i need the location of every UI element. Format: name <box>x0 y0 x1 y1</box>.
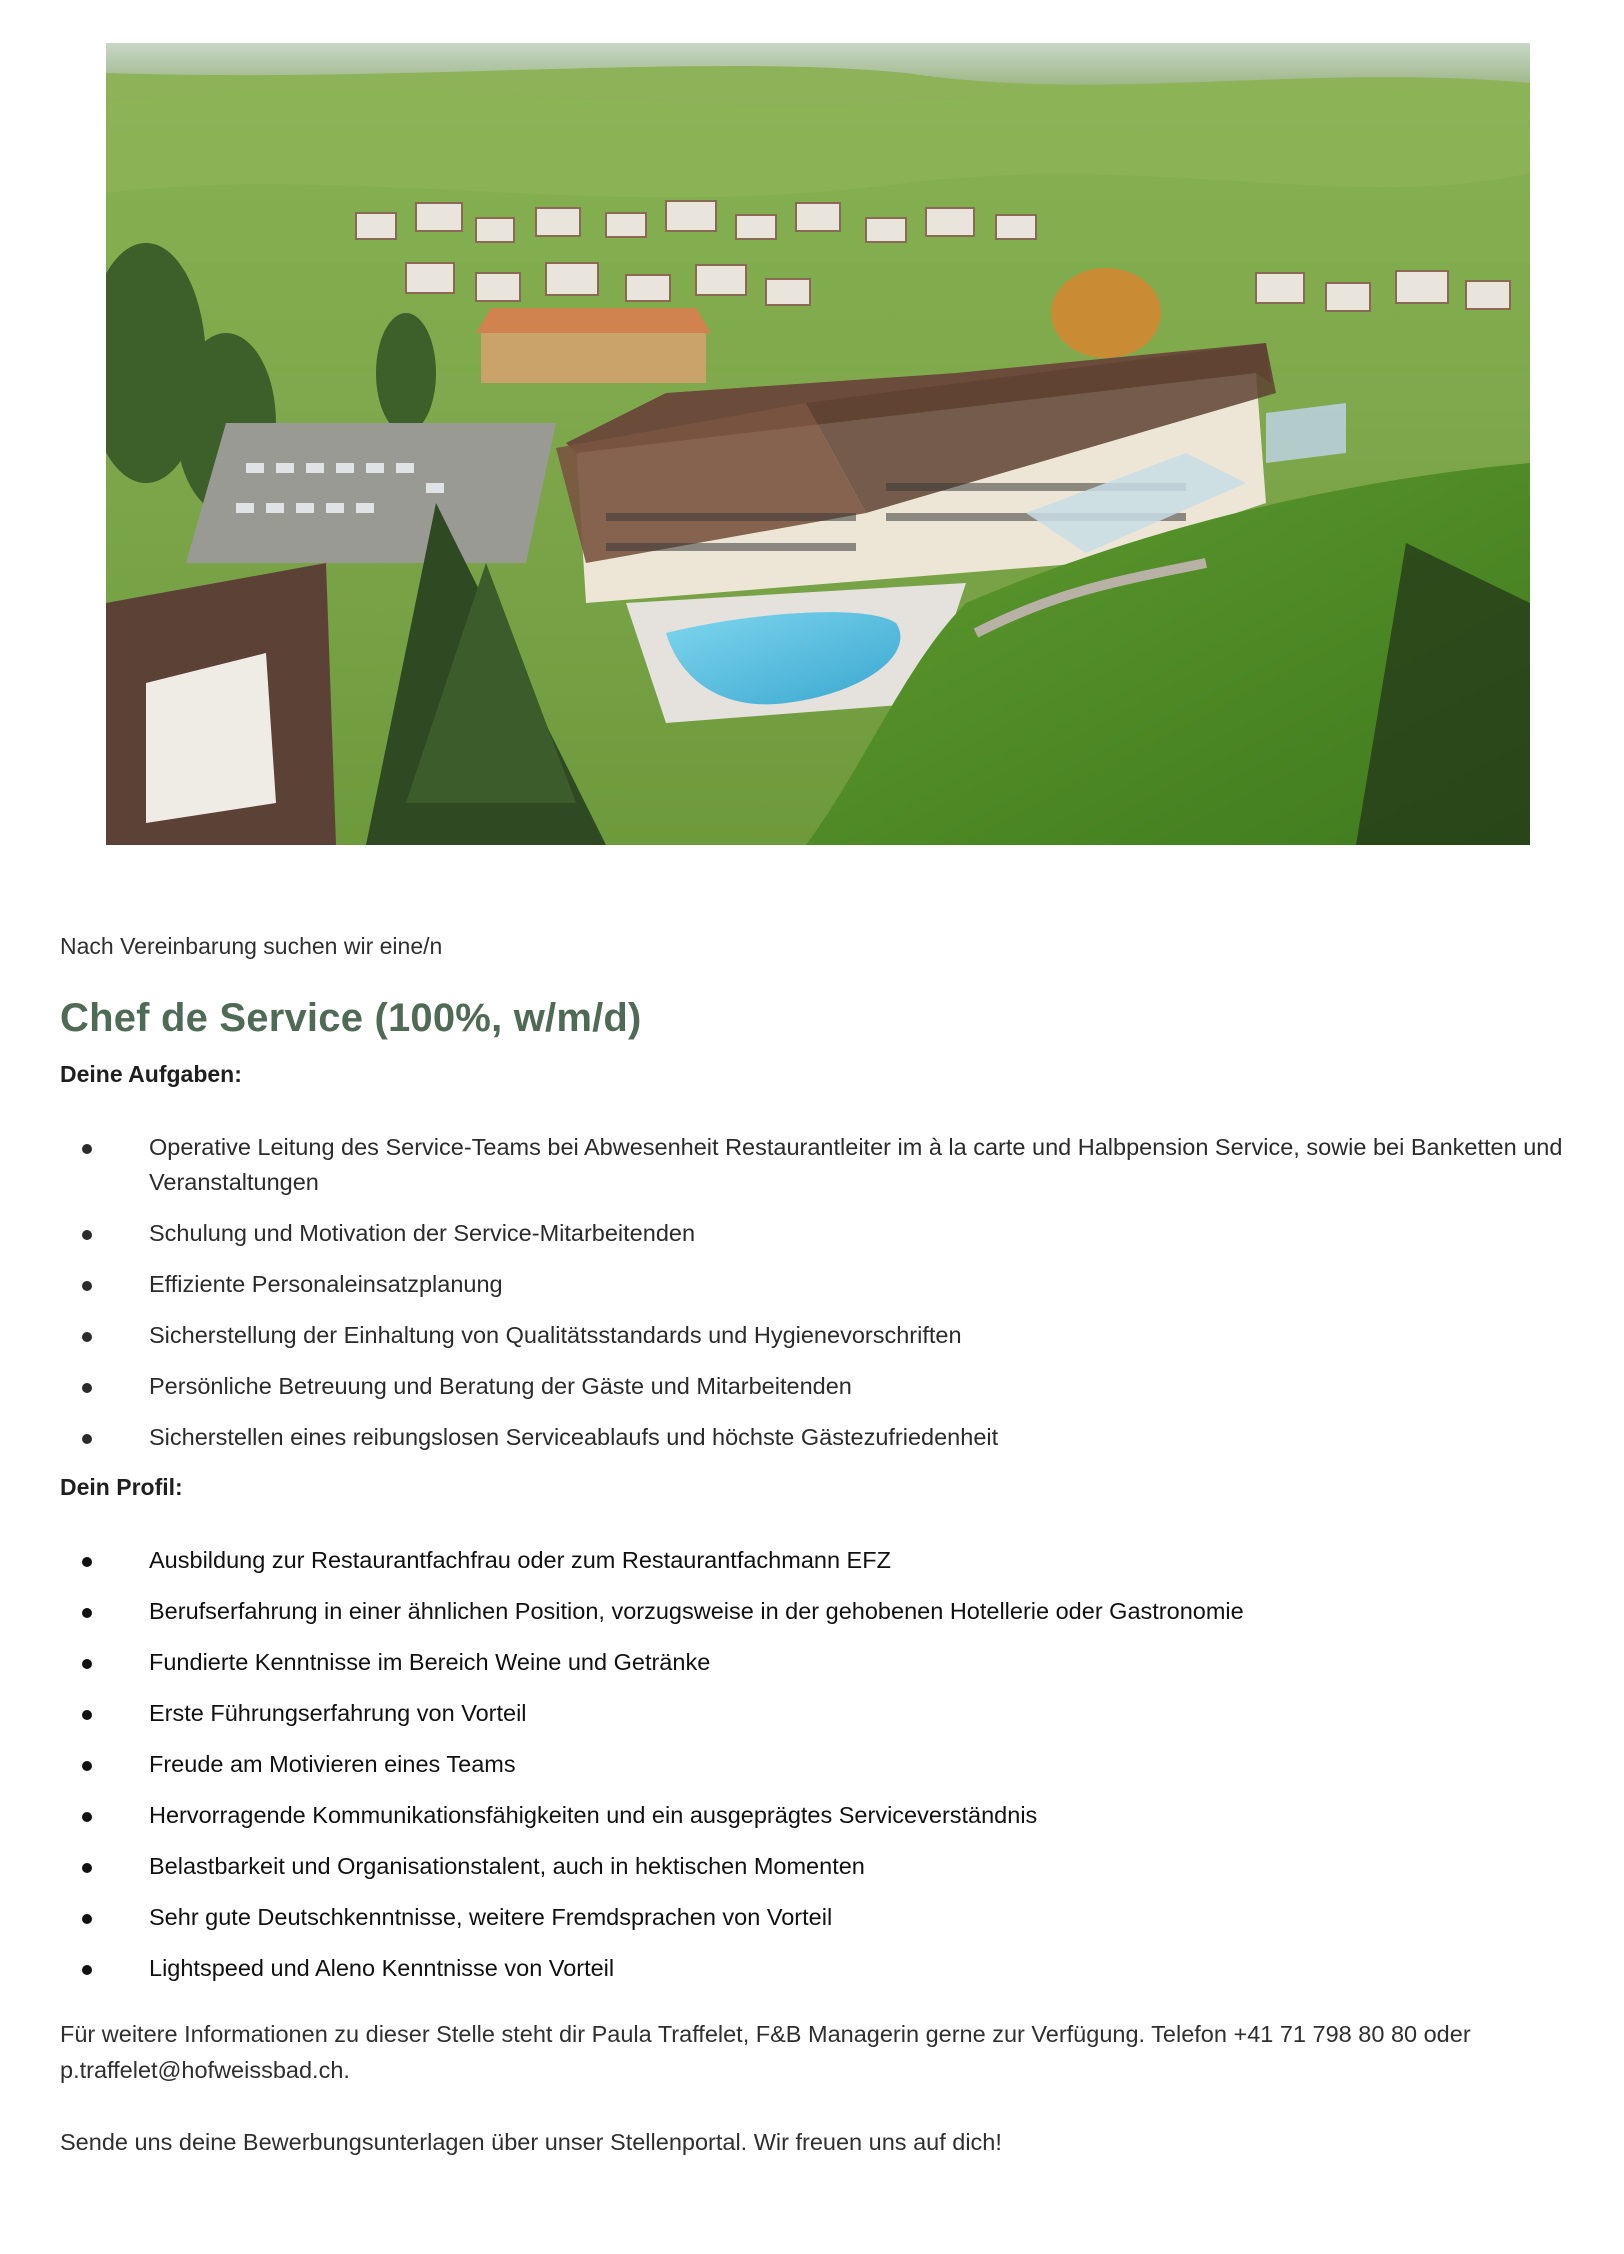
profile-list <box>60 1543 1580 1986</box>
profile-heading: Dein Profil: <box>60 1474 183 1500</box>
bullet-icon <box>82 1383 92 1393</box>
list-item: Effiziente Personaleinsatzplanung <box>60 1267 1580 1302</box>
list-item: Lightspeed und Aleno Kenntnisse von Vorteil <box>60 1951 1580 1986</box>
contact-info <box>60 2016 1580 2088</box>
list-item: Freude am Motivieren eines Teams <box>60 1747 1580 1782</box>
list-item: Persönliche Betreuung und Beratung der Gäste und Mitarbeitenden <box>60 1369 1580 1404</box>
bullet-icon <box>82 1608 92 1618</box>
tasks-heading: Deine Aufgaben: <box>60 1061 242 1087</box>
hotel-aerial-illustration <box>106 43 1530 845</box>
contact-email[interactable]: p.traffelet@hofweissbad.ch <box>60 2057 344 2083</box>
bullet-icon <box>82 1761 92 1771</box>
list-item: Schulung und Motivation der Service-Mitarbeitenden <box>60 1216 1580 1251</box>
list-item: Operative Leitung des Service-Teams bei Abwesenheit Restaurantleiter im à la carte und Halbpension Service, sowie bei Banketten und Veranstaltungen <box>60 1130 1580 1200</box>
bullet-icon <box>82 1812 92 1822</box>
intro-text: Nach Vereinbarung suchen wir eine/n <box>60 933 443 959</box>
bullet-icon <box>82 1710 92 1720</box>
hero-image <box>106 43 1530 845</box>
bullet-icon <box>82 1557 92 1567</box>
list-item: Berufserfahrung in einer ähnlichen Position, vorzugsweise in der gehobenen Hotellerie oder Gastronomie <box>60 1594 1580 1629</box>
bullet-icon <box>82 1332 92 1342</box>
list-item: Erste Führungserfahrung von Vorteil <box>60 1696 1580 1731</box>
bullet-icon <box>82 1281 92 1291</box>
bullet-icon <box>82 1434 92 1444</box>
list-item: Hervorragende Kommunikationsfähigkeiten und ein ausgeprägtes Serviceverständnis <box>60 1798 1580 1833</box>
list-item: Sehr gute Deutschkenntnisse, weitere Fremdsprachen von Vorteil <box>60 1900 1580 1935</box>
list-item: Ausbildung zur Restaurantfachfrau oder zum Restaurantfachmann EFZ <box>60 1543 1580 1578</box>
job-posting <box>60 930 1580 2160</box>
job-title: Chef de Service (100%, w/m/d) <box>60 996 642 1040</box>
list-item: Sicherstellen eines reibungslosen Serviceablaufs und höchste Gästezufriedenheit <box>60 1420 1580 1455</box>
contact-text: Für weitere Informationen zu dieser Stelle steht dir Paula Traffelet, F&B Managerin gerne zur Verfügung. Telefon +41 71 798 80 80 oder <box>60 2021 1471 2047</box>
bullet-icon <box>82 1659 92 1669</box>
bullet-icon <box>82 1230 92 1240</box>
closing-text: Sende uns deine Bewerbungsunterlagen über unser Stellenportal. Wir freuen uns auf dich! <box>60 2129 1002 2155</box>
bullet-icon <box>82 1863 92 1873</box>
list-item: Fundierte Kenntnisse im Bereich Weine und Getränke <box>60 1645 1580 1680</box>
bullet-icon <box>82 1965 92 1975</box>
tasks-list <box>60 1130 1580 1455</box>
bullet-icon <box>82 1144 92 1154</box>
list-item: Belastbarkeit und Organisationstalent, auch in hektischen Momenten <box>60 1849 1580 1884</box>
list-item: Sicherstellung der Einhaltung von Qualitätsstandards und Hygienevorschriften <box>60 1318 1580 1353</box>
bullet-icon <box>82 1914 92 1924</box>
contact-suffix: . <box>343 2057 350 2083</box>
